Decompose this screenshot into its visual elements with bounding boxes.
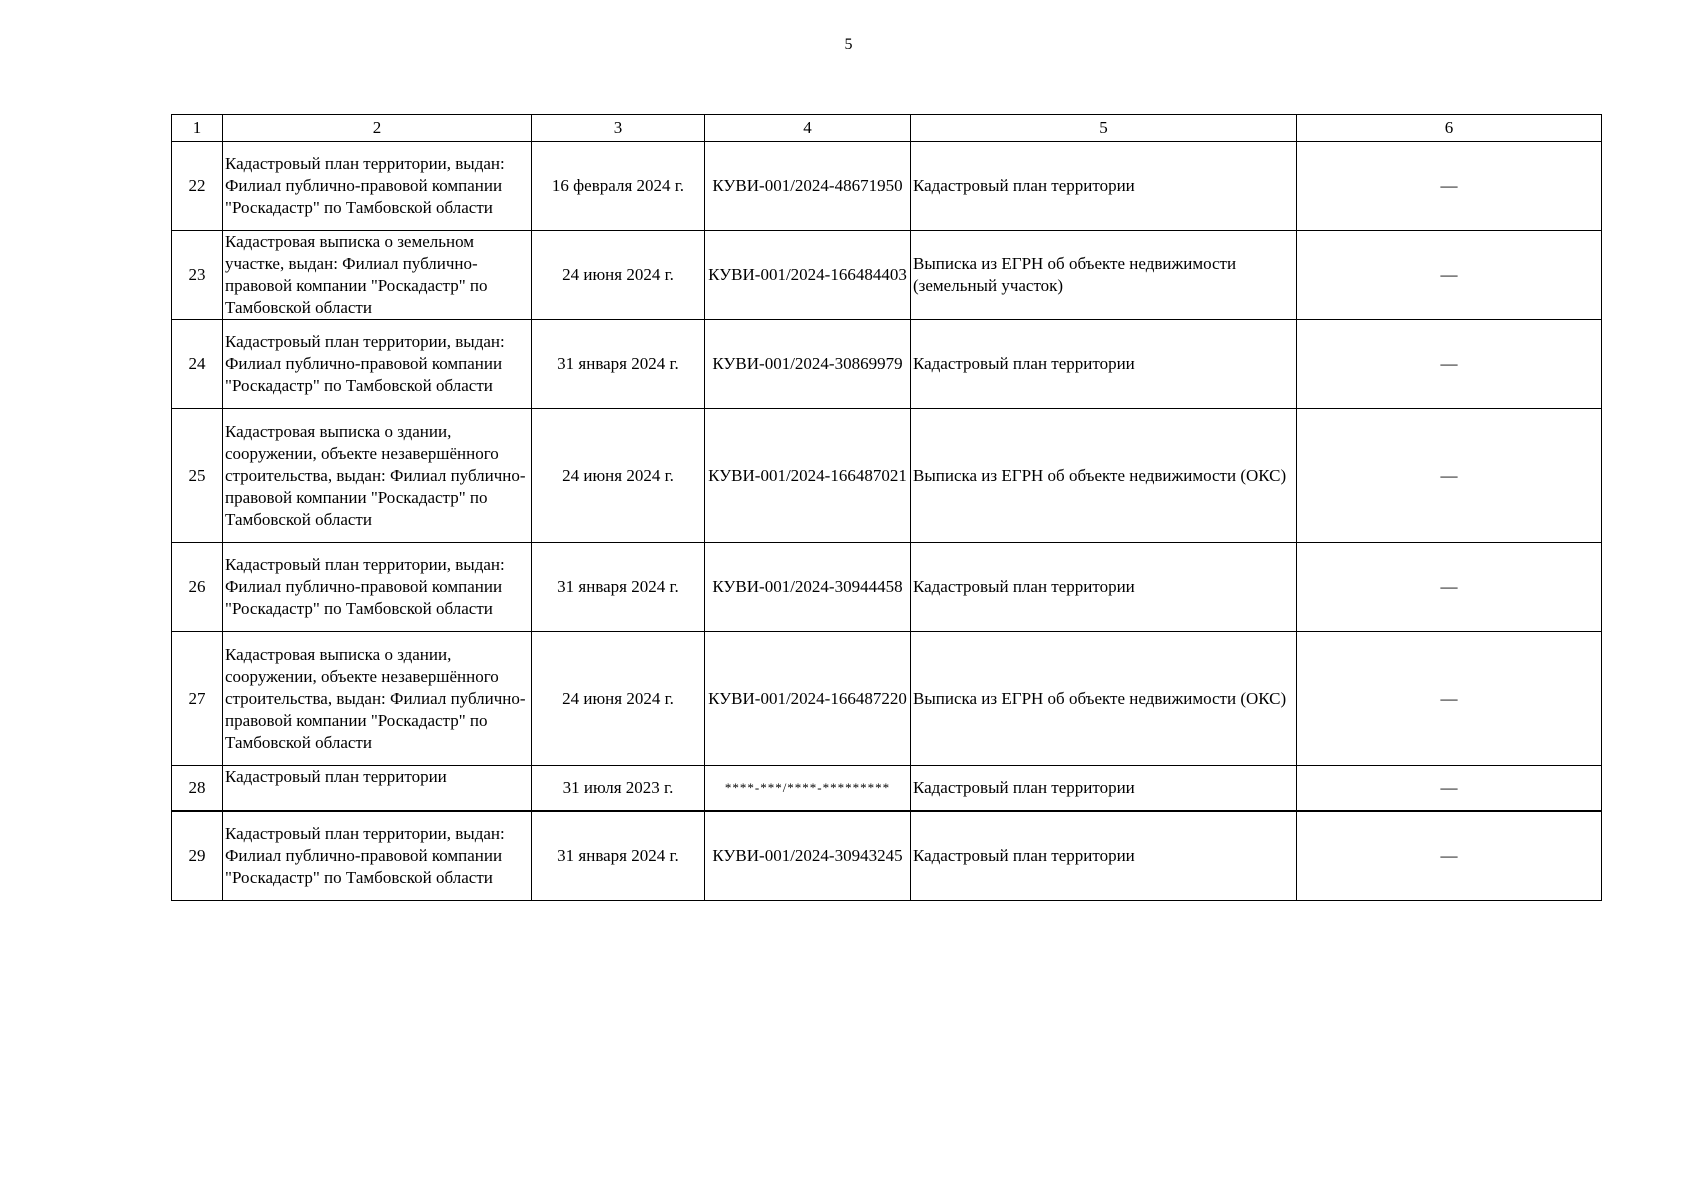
- page-number: 5: [844, 36, 853, 53]
- note: —: [1297, 231, 1602, 320]
- row-number: 24: [172, 320, 223, 409]
- documents-table: [171, 114, 1602, 901]
- document-description: Кадастровый план территории, выдан: Филиал публично-правовой компании "Роскадастр" по Тамбовской области: [223, 142, 532, 231]
- document-name: Кадастровый план территории: [911, 811, 1297, 900]
- document-number: КУВИ-001/2024-166484403: [705, 231, 911, 320]
- note: —: [1297, 142, 1602, 231]
- document-date: 24 июня 2024 г.: [532, 632, 705, 766]
- row-number: 29: [172, 811, 223, 900]
- document-number: КУВИ-001/2024-30943245: [705, 811, 911, 900]
- row-number: 22: [172, 142, 223, 231]
- document-date: 31 января 2024 г.: [532, 811, 705, 900]
- document-number: КУВИ-001/2024-48671950: [705, 142, 911, 231]
- table-row: [172, 632, 1602, 766]
- column-header: 3: [532, 115, 705, 142]
- column-header: 2: [223, 115, 532, 142]
- document-number: КУВИ-001/2024-166487021: [705, 409, 911, 543]
- column-header: 5: [911, 115, 1297, 142]
- document-description: Кадастровая выписка о земельном участке, выдан: Филиал публично-правовой компании "Роскадастр" по Тамбовской области: [223, 231, 532, 320]
- document-description: Кадастровый план территории, выдан: Филиал публично-правовой компании "Роскадастр" по Тамбовской области: [223, 811, 532, 900]
- note: —: [1297, 543, 1602, 632]
- document-date: 24 июня 2024 г.: [532, 409, 705, 543]
- column-header: 4: [705, 115, 911, 142]
- document-name: Выписка из ЕГРН об объекте недвижимости (земельный участок): [911, 231, 1297, 320]
- note: —: [1297, 320, 1602, 409]
- document-number: ****-***/****-*********: [705, 766, 911, 812]
- row-number: 25: [172, 409, 223, 543]
- table-row: [172, 320, 1602, 409]
- document-name: Кадастровый план территории: [911, 766, 1297, 812]
- document-date: 31 января 2024 г.: [532, 543, 705, 632]
- document-name: Выписка из ЕГРН об объекте недвижимости (ОКС): [911, 409, 1297, 543]
- document-name: Кадастровый план территории: [911, 142, 1297, 231]
- document-number: КУВИ-001/2024-166487220: [705, 632, 911, 766]
- document-number: КУВИ-001/2024-30944458: [705, 543, 911, 632]
- note: —: [1297, 632, 1602, 766]
- table-row: [172, 142, 1602, 231]
- row-number: 26: [172, 543, 223, 632]
- row-number: 23: [172, 231, 223, 320]
- row-number: 27: [172, 632, 223, 766]
- document-name: Кадастровый план территории: [911, 320, 1297, 409]
- column-header: 1: [172, 115, 223, 142]
- note: —: [1297, 409, 1602, 543]
- table-row: [172, 231, 1602, 320]
- note: —: [1297, 766, 1602, 812]
- document-name: Кадастровый план территории: [911, 543, 1297, 632]
- document-name: Выписка из ЕГРН об объекте недвижимости (ОКС): [911, 632, 1297, 766]
- table-row: [172, 766, 1602, 812]
- document-description: Кадастровая выписка о здании, сооружении, объекте незавершённого строительства, выдан: Филиал публично-правовой компании "Роскадастр" по Тамбовской области: [223, 632, 532, 766]
- document-date: 31 июля 2023 г.: [532, 766, 705, 812]
- column-header: 6: [1297, 115, 1602, 142]
- document-description: Кадастровая выписка о здании, сооружении, объекте незавершённого строительства, выдан: Филиал публично-правовой компании "Роскадастр" по Тамбовской области: [223, 409, 532, 543]
- table-row: [172, 543, 1602, 632]
- document-description: Кадастровый план территории, выдан: Филиал публично-правовой компании "Роскадастр" по Тамбовской области: [223, 320, 532, 409]
- document-date: 16 февраля 2024 г.: [532, 142, 705, 231]
- document-description: Кадастровый план территории: [223, 766, 532, 812]
- document-date: 31 января 2024 г.: [532, 320, 705, 409]
- document-date: 24 июня 2024 г.: [532, 231, 705, 320]
- table-header-row: [172, 115, 1602, 142]
- note: —: [1297, 811, 1602, 900]
- table-row: [172, 409, 1602, 543]
- document-number: КУВИ-001/2024-30869979: [705, 320, 911, 409]
- table-row: [172, 811, 1602, 900]
- document-description: Кадастровый план территории, выдан: Филиал публично-правовой компании "Роскадастр" по Тамбовской области: [223, 543, 532, 632]
- row-number: 28: [172, 766, 223, 812]
